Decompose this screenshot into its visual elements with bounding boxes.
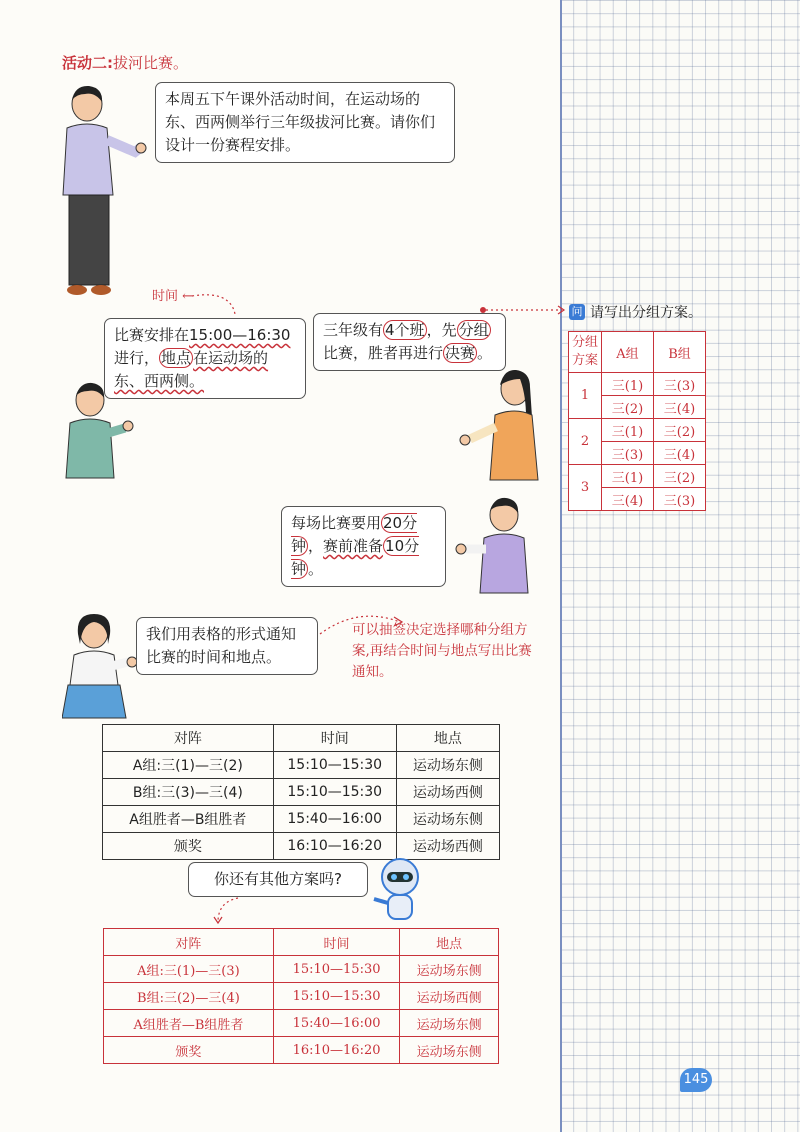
- table-row: [103, 752, 500, 779]
- table-cell: A组胜者—B组胜者: [103, 806, 274, 833]
- table-cell: 运动场东侧: [400, 1010, 499, 1037]
- girl-figure: [450, 365, 545, 485]
- time-label: 时间: [152, 289, 179, 304]
- boy-left-figure: [60, 378, 140, 483]
- text-part: 。: [308, 560, 324, 578]
- table-cell: 15:10—15:30: [273, 752, 396, 779]
- table-cell: 运动场东侧: [400, 956, 499, 983]
- table-cell: 运动场西侧: [396, 779, 499, 806]
- table-header-cell: 时间: [273, 725, 396, 752]
- margin-line: [560, 0, 562, 1132]
- question-icon: 问: [569, 304, 585, 320]
- table-cell: 运动场西侧: [396, 833, 499, 860]
- table-cell: 15:40—16:00: [273, 806, 396, 833]
- table-cell: 运动场东侧: [400, 1037, 499, 1064]
- table-cell: A组:三(1)—三(3): [104, 956, 274, 983]
- table-cell: 16:10—16:20: [273, 833, 396, 860]
- table-cell: B组:三(2)—三(4): [104, 983, 274, 1010]
- table-cell: 颁奖: [104, 1037, 274, 1064]
- question-label: [569, 302, 702, 322]
- table-header-row: [104, 929, 499, 956]
- page-number: 145: [680, 1068, 712, 1092]
- activity-name: 拔河比赛。: [113, 54, 189, 72]
- table-cell: 颁奖: [103, 833, 274, 860]
- table-header-cell: 分组方案: [569, 332, 602, 373]
- table-row: [104, 956, 499, 983]
- table-row: [104, 983, 499, 1010]
- teacher-bubble: [155, 82, 455, 163]
- group-mark: 分组: [458, 321, 489, 339]
- table-cell: 三(1): [602, 373, 654, 396]
- duration-mark: 20分钟: [291, 514, 418, 555]
- grid-paper-margin: [560, 0, 800, 1132]
- teacher-figure: [55, 80, 155, 305]
- final-mark: 决赛: [445, 344, 476, 362]
- robot-bubble: [188, 862, 368, 897]
- table-row: [569, 465, 706, 488]
- table-cell: 运动场东侧: [396, 752, 499, 779]
- group-table: [568, 331, 706, 511]
- plan-id-cell: 1: [569, 373, 602, 419]
- hint-text: 可以抽签决定选择哪种分组方案,再结合时间与地点写出比赛通知。: [352, 622, 532, 680]
- activity-label: 活动二:: [62, 54, 113, 72]
- table-header-cell: 时间: [273, 929, 399, 956]
- table-row: [104, 1010, 499, 1037]
- table-cell: 三(3): [602, 442, 654, 465]
- text-part: 比赛安排在: [114, 326, 190, 344]
- table-cell: 15:40—16:00: [273, 1010, 399, 1037]
- hint-text-block: [352, 620, 542, 683]
- text-part: 每场比赛要用: [291, 514, 382, 532]
- text-part: ，: [308, 537, 324, 555]
- pointer-arrow: [478, 302, 568, 318]
- text-part: 比赛，胜者再进行: [323, 344, 444, 362]
- table-cell: 三(3): [654, 488, 706, 511]
- girl-bubble: [313, 313, 506, 371]
- location-mark: 地点: [161, 349, 192, 367]
- table-header-row: [103, 725, 500, 752]
- table-header-cell: A组: [602, 332, 654, 373]
- table-row: [104, 1037, 499, 1064]
- table-cell: B组:三(3)—三(4): [103, 779, 274, 806]
- text-part: 进行，: [114, 349, 160, 367]
- table-cell: 三(1): [602, 465, 654, 488]
- time-annotation: 时间 ←: [152, 289, 194, 304]
- table-cell: 15:10—15:30: [273, 956, 399, 983]
- table-cell: 三(2): [654, 465, 706, 488]
- text-part: 。: [477, 344, 493, 362]
- question-text: 请写出分组方案。: [590, 305, 702, 321]
- table-header-cell: 对阵: [103, 725, 274, 752]
- schedule-table: [102, 724, 500, 860]
- time-range: 15:00—16:30: [189, 326, 291, 344]
- table-header-cell: 地点: [400, 929, 499, 956]
- table-row: [103, 833, 500, 860]
- table-row: [103, 779, 500, 806]
- woman-bubble-text: 我们用表格的形式通知比赛的时间和地点。: [146, 625, 297, 666]
- table-row: [569, 419, 706, 442]
- table-cell: 运动场东侧: [396, 806, 499, 833]
- location-text: 在运动场的东、西两侧。: [114, 349, 269, 390]
- table-cell: A组:三(1)—三(2): [103, 752, 274, 779]
- plan-id-cell: 3: [569, 465, 602, 511]
- table-cell: 三(4): [654, 396, 706, 419]
- plan-id-cell: 2: [569, 419, 602, 465]
- table-cell: 三(4): [654, 442, 706, 465]
- boy-right-bubble: [281, 506, 446, 587]
- class-count-mark: 4个班: [385, 321, 425, 339]
- table-cell: 16:10—16:20: [273, 1037, 399, 1064]
- table-header-cell: B组: [654, 332, 706, 373]
- robot-bubble-text: 你还有其他方案吗?: [214, 870, 342, 888]
- robot-arrow: [208, 896, 248, 926]
- table-header-cell: 地点: [396, 725, 499, 752]
- teacher-bubble-text: 本周五下午课外活动时间，在运动场的东、西两侧举行三年级拔河比赛。请你们设计一份赛程安排。: [165, 90, 436, 154]
- text-part: 三年级有: [323, 321, 384, 339]
- table-cell: 三(4): [602, 488, 654, 511]
- table-header-row: [569, 332, 706, 373]
- table-cell: 三(3): [654, 373, 706, 396]
- table-cell: 15:10—15:30: [273, 983, 399, 1010]
- boy-right-figure: [452, 493, 542, 598]
- table-cell: 三(2): [602, 396, 654, 419]
- woman-figure: [62, 610, 142, 720]
- time-arrow: [190, 288, 250, 318]
- table-header-cell: 对阵: [104, 929, 274, 956]
- text-part: ，先: [426, 321, 457, 339]
- prep-text: 赛前准备: [323, 537, 384, 555]
- robot-figure: [368, 855, 428, 925]
- table-cell: 15:10—15:30: [273, 779, 396, 806]
- activity-title: [62, 52, 188, 73]
- table-row: [103, 806, 500, 833]
- table-cell: 三(2): [654, 419, 706, 442]
- table-row: [569, 373, 706, 396]
- table-cell: 运动场西侧: [400, 983, 499, 1010]
- table-cell: 三(1): [602, 419, 654, 442]
- table-cell: A组胜者—B组胜者: [104, 1010, 274, 1037]
- alt-schedule-table: [103, 928, 499, 1064]
- prep-duration-mark: 10分钟: [291, 537, 420, 578]
- woman-bubble: [136, 617, 318, 675]
